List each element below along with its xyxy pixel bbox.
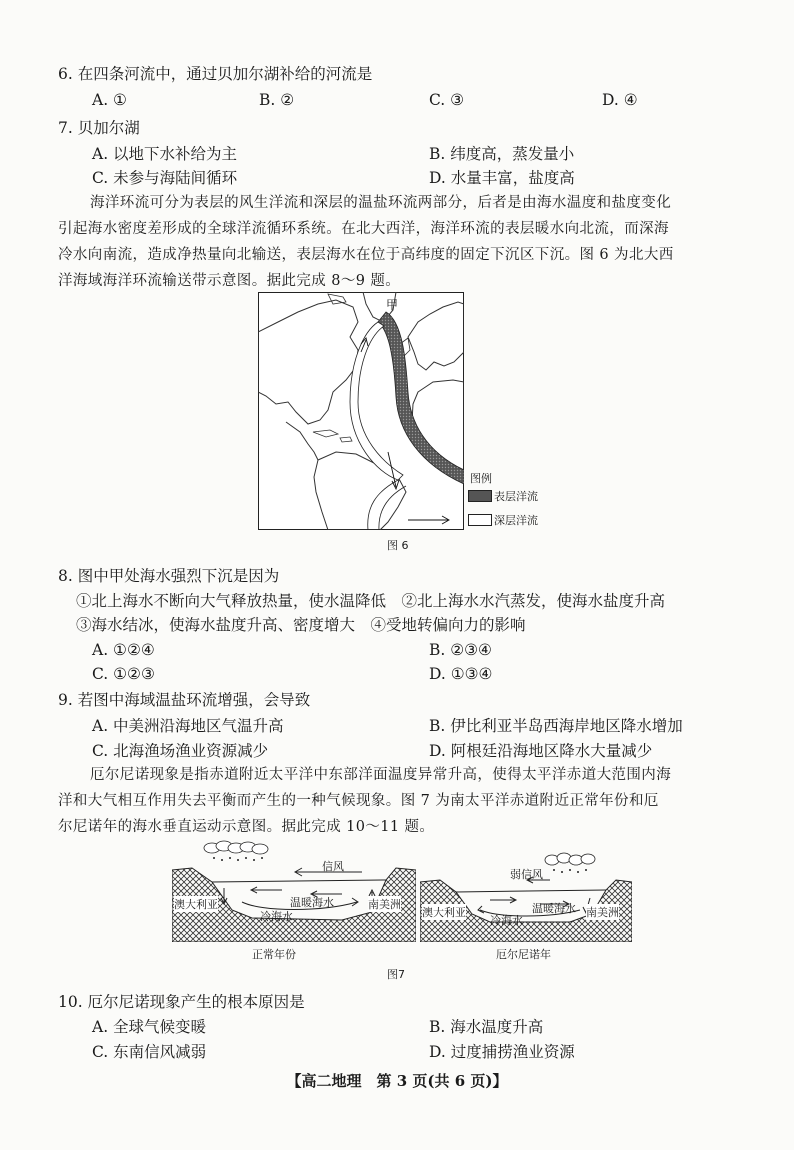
q6-option-c: C. ③ [429, 91, 465, 109]
figure-6-caption: 图 6 [387, 539, 409, 552]
normal-west-label: 澳大利亚 [174, 898, 218, 911]
q9-stem: 9. 若图中海域温盐环流增强，会导致 [58, 691, 311, 709]
q7-stem: 7. 贝加尔湖 [58, 119, 140, 137]
q6-option-a: A. ① [92, 91, 127, 109]
passage2-line-1: 厄尔尼诺现象是指赤道附近太平洋中东部洋面温度异常升高，使得太平洋赤道大范围内海 [90, 767, 672, 783]
q7-option-d: D. 水量丰富，盐度高 [429, 169, 575, 187]
figure-7-caption: 图7 [387, 968, 405, 981]
figure-7-el-nino-year [420, 852, 632, 942]
legend-deep-swatch [468, 514, 492, 526]
q8-option-a: A. ①②④ [92, 641, 155, 659]
normal-cold-label: 冷海水 [260, 910, 293, 923]
q9-option-a: A. 中美洲沿海地区气温升高 [92, 717, 284, 735]
q10-option-c: C. 东南信风减弱 [92, 1043, 207, 1061]
legend-deep-label: 深层洋流 [494, 514, 538, 527]
q10-option-d: D. 过度捕捞渔业资源 [429, 1043, 575, 1061]
legend-surface-label: 表层洋流 [494, 490, 538, 503]
q10-option-a: A. 全球气候变暖 [92, 1018, 207, 1036]
passage1-line-3: 冷水向南流，造成净热量向北输送，表层海水在位于高纬度的固定下沉区下沉。图 6 为北大西 [58, 247, 674, 263]
figure-6-map [258, 292, 464, 530]
q10-option-b: B. 海水温度升高 [429, 1018, 544, 1036]
normal-warm-label: 温暖海水 [290, 896, 334, 909]
q8-statements-1: ①北上海水不断向大气释放热量，使水温降低 ②北上海水水汽蒸发，使海水盐度升高 [76, 592, 666, 610]
passage1-line-2: 引起海水密度差形成的全球洋流循环系统。在北大西洋，海洋环流的表层暖水向北流，而深海 [58, 221, 669, 237]
q7-option-b: B. 纬度高，蒸发量小 [429, 145, 575, 163]
q6-option-b: B. ② [259, 91, 295, 109]
q8-option-c: C. ①②③ [92, 665, 155, 683]
passage2-line-2: 洋和大气相互作用失去平衡而产生的一种气候现象。图 7 为南太平洋赤道附近正常年份和厄 [58, 793, 659, 809]
q8-stem: 8. 图中甲处海水强烈下沉是因为 [58, 567, 280, 585]
q6-option-d: D. ④ [602, 91, 638, 109]
q9-option-d: D. 阿根廷沿海地区降水大量减少 [429, 742, 653, 760]
el-nino-west-label: 澳大利亚 [422, 906, 466, 919]
el-nino-east-label: 南美洲 [586, 906, 619, 919]
passage1-line-1: 海洋环流可分为表层的风生洋流和深层的温盐环流两部分，后者是由海水温度和盐度变化 [90, 195, 672, 211]
q7-option-c: C. 未参与海陆间循环 [92, 169, 238, 187]
el-nino-cold-label: 冷海水 [490, 914, 523, 927]
q9-option-b: B. 伊比利亚半岛西海岸地区降水增加 [429, 717, 683, 735]
normal-year-caption: 正常年份 [252, 948, 296, 961]
passage2-line-3: 尔尼诺年的海水垂直运动示意图。据此完成 10～11 题。 [58, 819, 435, 835]
legend-surface-swatch [468, 490, 492, 502]
passage1-line-4: 洋海域海洋环流输送带示意图。据此完成 8～9 题。 [58, 273, 401, 289]
q8-option-b: B. ②③④ [429, 641, 492, 659]
legend-title: 图例 [470, 472, 492, 485]
el-nino-year-caption: 厄尔尼诺年 [496, 948, 551, 961]
normal-east-label: 南美洲 [368, 898, 401, 911]
page-footer: 【高二地理 第 3 页(共 6 页)】 [286, 1072, 508, 1090]
q7-option-a: A. 以地下水补给为主 [92, 145, 238, 163]
q8-option-d: D. ①③④ [429, 665, 493, 683]
normal-wind-label: 信风 [322, 860, 344, 873]
q6-stem: 6. 在四条河流中，通过贝加尔湖补给的河流是 [58, 65, 373, 83]
el-nino-warm-label: 温暖海水 [532, 902, 576, 915]
q10-stem: 10. 厄尔尼诺现象产生的根本原因是 [58, 993, 305, 1011]
figure-7-normal-year [172, 840, 416, 942]
q8-statements-2: ③海水结冰，使海水盐度升高、密度增大 ④受地转偏向力的影响 [76, 616, 526, 634]
q9-option-c: C. 北海渔场渔业资源减少 [92, 742, 269, 760]
label-jia: 甲 [386, 298, 399, 312]
el-nino-wind-label: 弱信风 [510, 868, 543, 881]
